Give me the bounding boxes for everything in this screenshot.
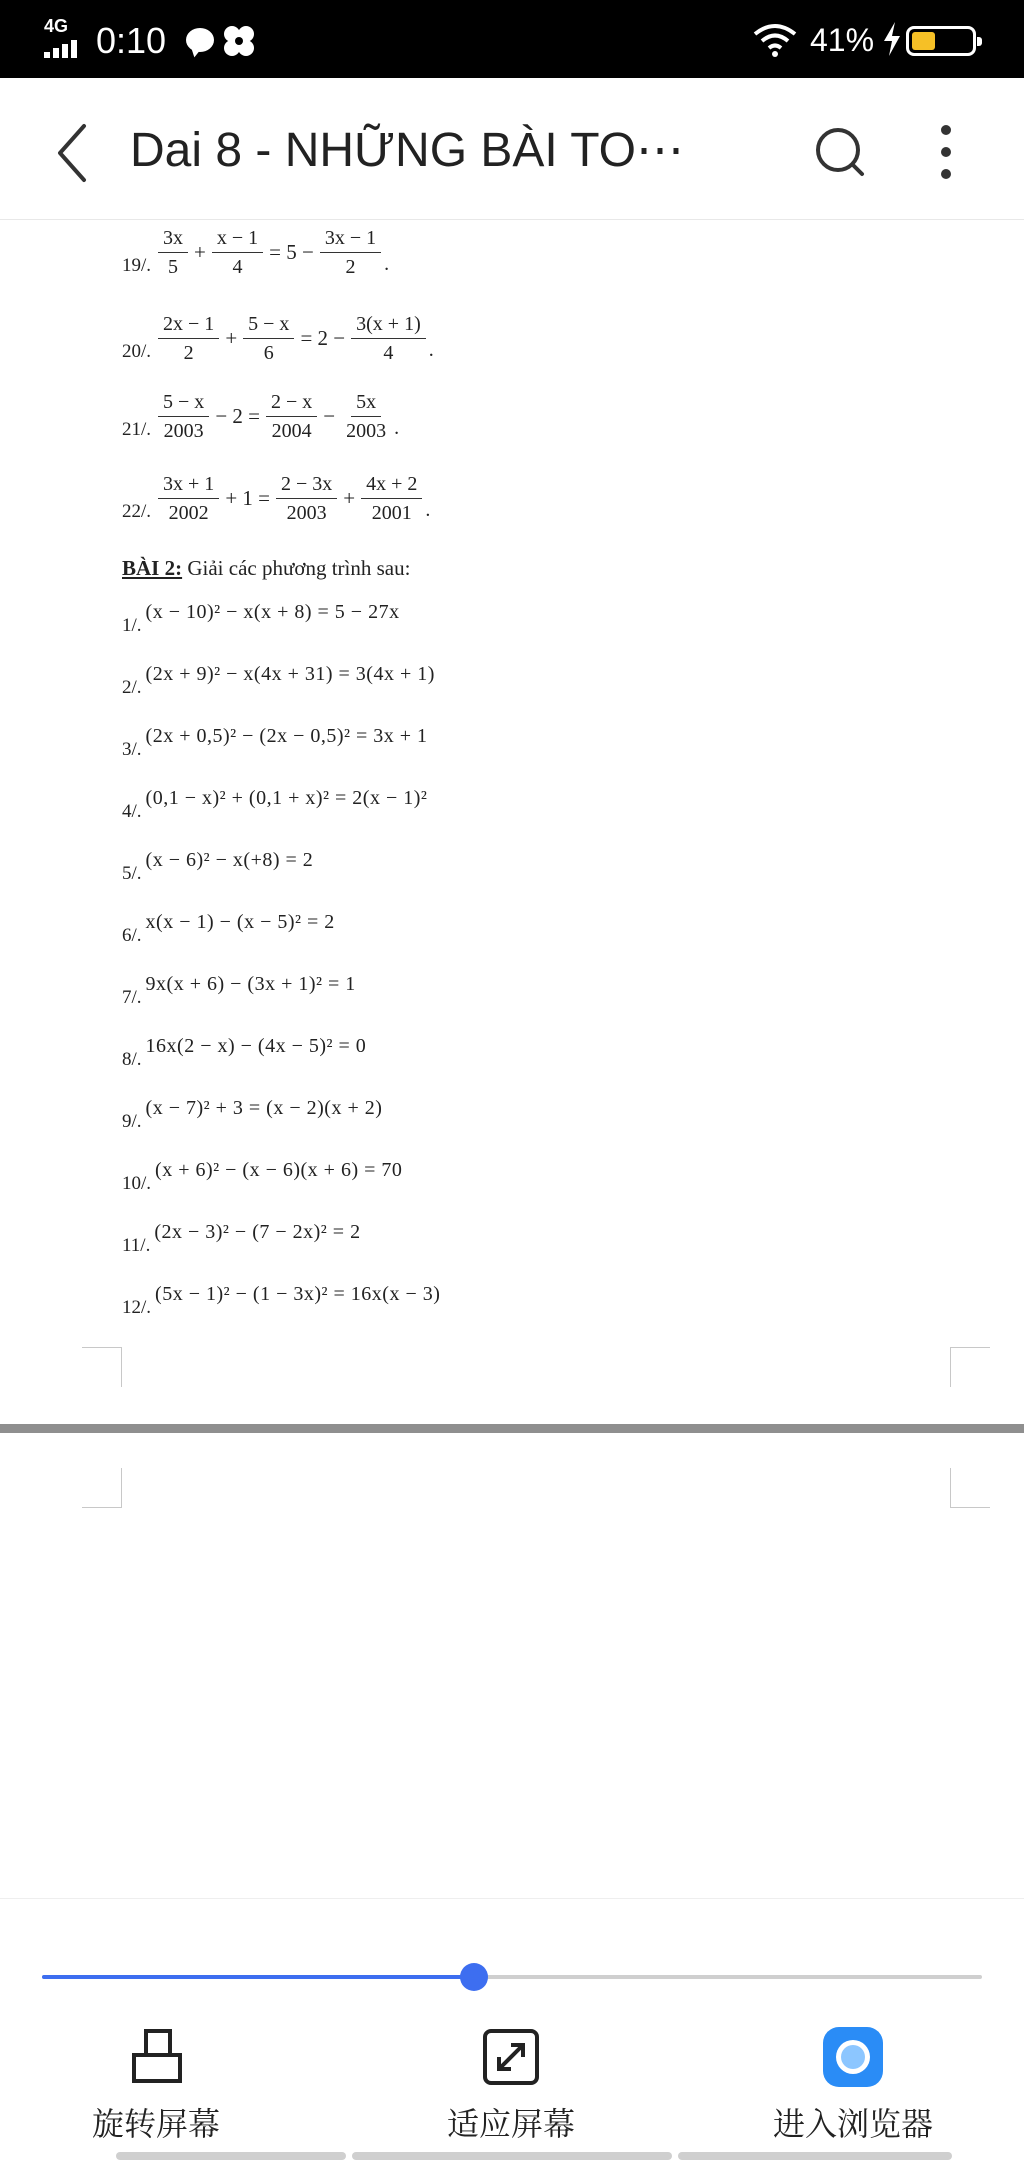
equation-expression: (x + 6)² − (x − 6)(x + 6) = 70 [155, 1159, 403, 1181]
equation-number: 1/. [122, 615, 142, 636]
equation-operator: − [323, 404, 336, 428]
equation-line [122, 663, 435, 699]
clock: 0:10 [96, 20, 167, 61]
equation-expression: (x − 6)² − x(+8) = 2 [145, 849, 314, 871]
fraction [243, 313, 294, 364]
crop-mark [950, 1347, 990, 1387]
equation-operator: + [194, 240, 206, 264]
fraction [158, 391, 209, 442]
fraction [158, 473, 219, 524]
more-options-button[interactable] [924, 120, 968, 184]
slider-thumb[interactable] [460, 1963, 488, 1991]
equation-operator: − 2 = [215, 404, 260, 428]
cellular-signal-icon [44, 16, 88, 62]
open-browser-button[interactable] [753, 2025, 953, 2145]
equation-operator: + [225, 326, 238, 350]
document-page-2[interactable] [0, 1433, 1024, 1903]
denominator: 2 [183, 342, 194, 364]
denominator: 2 [345, 256, 356, 278]
equation-line [122, 601, 400, 637]
equation-expression: (2x − 3)² − (7 − 2x)² = 2 [154, 1221, 361, 1243]
numerator: 5x [351, 391, 381, 417]
back-button[interactable] [46, 118, 106, 188]
app-bar [0, 78, 1024, 220]
fit-screen-icon [479, 2025, 543, 2089]
numerator: 3x [158, 227, 188, 253]
equation-line [122, 1221, 361, 1257]
zoom-slider[interactable] [42, 1959, 982, 1995]
equation-number: 5/. [122, 863, 142, 884]
numerator: 2 − 3x [276, 473, 337, 499]
equation-number: 11/. [122, 1235, 151, 1256]
fit-screen-label: 适应屏幕 [446, 2106, 575, 2142]
app-notification-icon [222, 24, 256, 58]
equation-line [122, 973, 356, 1009]
battery-icon [906, 26, 976, 56]
section-title [122, 556, 410, 581]
numerator: 3x − 1 [320, 227, 381, 253]
crop-mark [950, 1468, 990, 1508]
bottom-tab-indicator [678, 2152, 952, 2160]
document-title: Dai 8 - NHỮNG BÀI TO⋯ [130, 124, 684, 177]
equation-number: 22/. [122, 500, 152, 522]
equation-line: 21/. $\frac{5 - x}{2003}$ − 2 = $\frac{2 - x}{2004}$ − $\frac{5x}{2003}$ . [122, 391, 400, 442]
denominator: 2003 [346, 420, 387, 442]
browser-icon [821, 2025, 885, 2089]
wifi-icon [752, 22, 798, 58]
fraction [341, 391, 391, 442]
equation-line [122, 1097, 382, 1133]
crop-mark [82, 1468, 122, 1508]
bottom-tab-indicator [116, 2152, 346, 2160]
section-title-bold: BÀI 2: [122, 556, 183, 580]
equation-number: 3/. [122, 739, 142, 760]
equation-expression: (0,1 − x)² + (0,1 + x)² = 2(x − 1)² [145, 787, 428, 809]
denominator: 2001 [371, 502, 412, 524]
equation-number: 8/. [122, 1049, 142, 1070]
fraction [158, 313, 219, 364]
numerator: 3x + 1 [158, 473, 219, 499]
open-browser-label: 进入浏览器 [772, 2106, 933, 2142]
denominator: 2003 [163, 420, 204, 442]
denominator: 4 [232, 256, 243, 278]
equation-expression: (x − 7)² + 3 = (x − 2)(x + 2) [145, 1097, 383, 1119]
numerator: 3(x + 1) [351, 313, 426, 339]
equation-operator: + 1 = [225, 486, 270, 510]
denominator: 4 [383, 342, 394, 364]
page-separator [0, 1424, 1024, 1433]
equation-line [122, 787, 427, 823]
equation-number: 19/. [122, 254, 152, 276]
equation-expression: 16x(2 − x) − (4x − 5)² = 0 [145, 1035, 367, 1057]
equation-expression: (5x − 1)² − (1 − 3x)² = 16x(x − 3) [155, 1283, 441, 1305]
numerator: 4x + 2 [361, 473, 422, 499]
denominator: 6 [263, 342, 274, 364]
equation-number: 12/. [122, 1297, 152, 1318]
equation-number: 2/. [122, 677, 142, 698]
denominator: 2002 [168, 502, 209, 524]
equation-expression: (x − 10)² − x(x + 8) = 5 − 27x [145, 601, 400, 623]
rotate-screen-label: 旋转屏幕 [91, 2106, 220, 2142]
denominator: 2004 [271, 420, 312, 442]
section-title-text: Giải các phương trình sau: [182, 556, 411, 580]
equation-number: 21/. [122, 418, 152, 440]
fraction [351, 313, 426, 364]
crop-mark [82, 1347, 122, 1387]
numerator: 5 − x [158, 391, 209, 417]
fraction [320, 227, 381, 278]
equation-expression: x(x − 1) − (x − 5)² = 2 [145, 911, 335, 933]
equation-line [122, 725, 428, 761]
rotate-screen-icon [124, 2025, 188, 2089]
equation-operator: + [343, 486, 356, 510]
equation-line: 22/. $\frac{3x + 1}{2002}$ + 1 = $\frac{2 - 3x}{2003}$ + $\frac{4x + 2}{2001}$ . [122, 473, 431, 524]
equation-expression: (2x + 9)² − x(4x + 31) = 3(4x + 1) [145, 663, 435, 685]
equation-line [122, 911, 335, 947]
equation-line [122, 1035, 366, 1071]
equation-number: 20/. [122, 340, 152, 362]
fraction [276, 473, 337, 524]
equation-line: 19/. $\frac{3x}{5}$ + $\frac{x - 1}{4}$ = 5 − $\frac{3x - 1}{2}$ . [122, 227, 390, 278]
equation-line: 20/. $\frac{2x - 1}{2}$ + $\frac{5 - x}{6}$ = 2 − $\frac{3(x + 1)}{4}$ . [122, 313, 434, 364]
equation-expression: (2x + 0,5)² − (2x − 0,5)² = 3x + 1 [145, 725, 428, 747]
numerator: 5 − x [243, 313, 294, 339]
equation-line [122, 849, 313, 885]
equation-operator: = 2 − [300, 326, 346, 350]
equation-number: 10/. [122, 1173, 152, 1194]
equation-line [122, 1159, 402, 1195]
network-type-label: 4G [44, 16, 69, 36]
denominator: 5 [168, 256, 179, 278]
equation-number: 9/. [122, 1111, 142, 1132]
bottom-panel [0, 1898, 1024, 2162]
equation-operator: = 5 − [269, 240, 314, 264]
bottom-tab-indicator [352, 2152, 672, 2160]
equation-number: 7/. [122, 987, 142, 1008]
equation-number: 4/. [122, 801, 142, 822]
numerator: 2 − x [266, 391, 317, 417]
status-bar [0, 0, 1024, 78]
fit-screen-button[interactable] [411, 2025, 611, 2145]
document-page[interactable] [0, 221, 1024, 1421]
search-button[interactable] [808, 120, 872, 184]
battery-percent: 41% [810, 22, 875, 58]
fraction [158, 227, 188, 278]
equation-line [122, 1283, 440, 1319]
numerator: 2x − 1 [158, 313, 219, 339]
charging-icon [882, 22, 902, 56]
slider-progress [42, 1975, 474, 1979]
numerator: x − 1 [212, 227, 263, 253]
fraction [266, 391, 317, 442]
chat-notification-icon [186, 28, 214, 52]
denominator: 2003 [286, 502, 327, 524]
fraction [212, 227, 263, 278]
equation-expression: 9x(x + 6) − (3x + 1)² = 1 [145, 973, 356, 995]
rotate-screen-button[interactable] [56, 2025, 256, 2145]
fraction [361, 473, 422, 524]
equation-number: 6/. [122, 925, 142, 946]
